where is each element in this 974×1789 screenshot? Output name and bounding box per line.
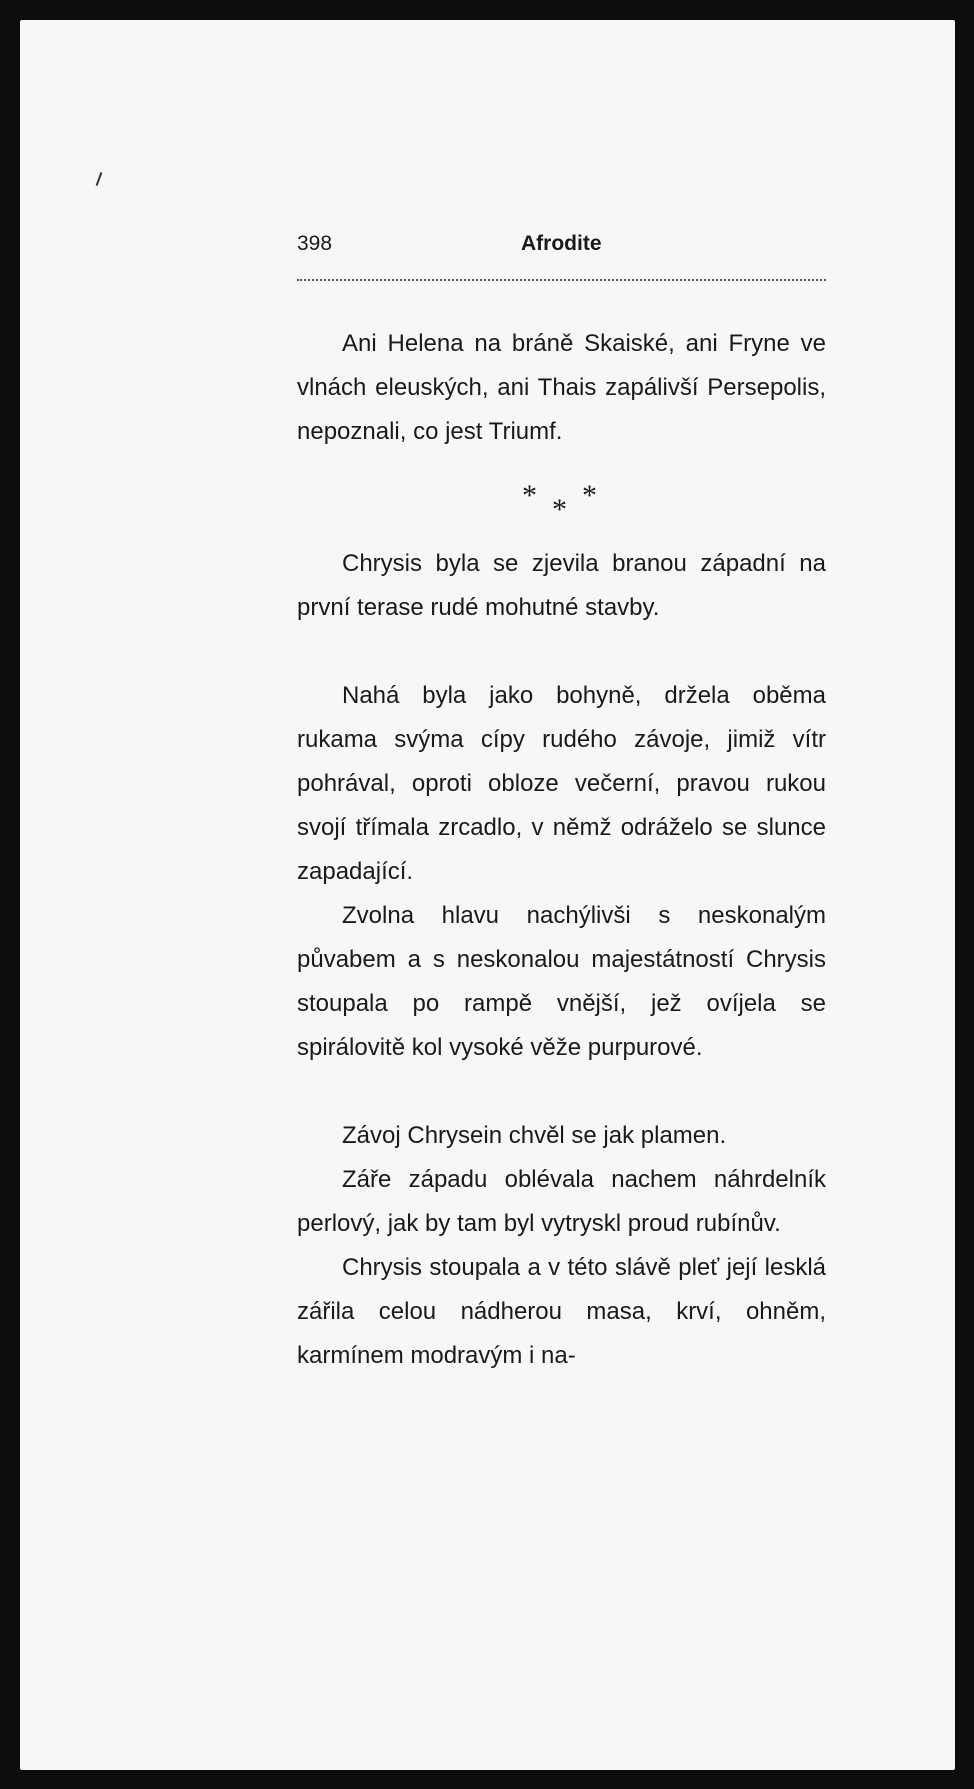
running-title: Afrodite [521, 232, 602, 255]
paragraph: Záře západu oblévala nachem náhrdelník perlový, jak by tam byl vytryskl proud rubínův. [297, 1166, 826, 1237]
asterism-star: * [582, 479, 597, 512]
running-head [297, 232, 826, 264]
page-number: 398 [297, 232, 333, 255]
paragraph: Ani Helena na bráně Skaiské, ani Fryne ve vlnách eleuských, ani Thais zapálivší Persepolis, nepoznali, co jest Triumf. [297, 330, 826, 445]
asterism-section-break [297, 454, 826, 542]
paragraph: Chrysis byla se zjevila branou západní na první terase rudé mohutné stavby. [297, 550, 826, 621]
asterism-star: * [522, 479, 537, 512]
header-rule [297, 279, 826, 281]
asterism-star: * [552, 493, 567, 526]
paragraph: Zvolna hlavu nachýlivši s neskonalým půvabem a s neskonalou majestátností Chrysis stoupala po rampě vnější, jež ovíjela se spirálovitě kol vysoké věže purpurové. [297, 902, 826, 1061]
paragraph: Nahá byla jako bohyně, držela oběma rukama svýma cípy rudého závoje, jimiž vítr pohrával, oproti obloze večerní, pravou rukou svojí třímala zrcadlo, v němž odráželo se slunce zapadající. [297, 682, 826, 885]
paragraph: Závoj Chrysein chvěl se jak plamen. [342, 1122, 727, 1149]
body-text [297, 322, 826, 1378]
paragraph: Chrysis stoupala a v této slávě pleť její lesklá zářila celou nádherou masa, krví, ohněm, karmínem modravým i na- [297, 1254, 826, 1369]
